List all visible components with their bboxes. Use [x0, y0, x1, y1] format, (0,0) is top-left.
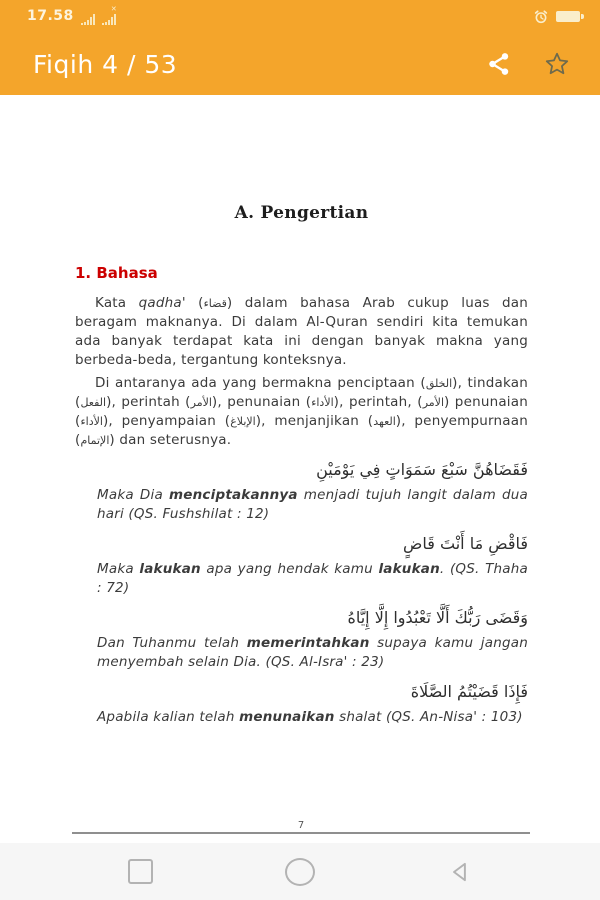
signal-no-connection-icon: ✕	[102, 13, 116, 25]
alarm-icon	[533, 9, 549, 25]
verse-block	[75, 531, 528, 598]
page-number: 7	[297, 820, 305, 831]
favorite-button[interactable]	[528, 40, 586, 88]
paragraph: Di antaranya ada yang bermakna penciptaan (الخلق), tindakan (الفعل), perintah (الأمر), penunaian (الأداء), perintah, (الأمر) penunaian (الأداء), penyampaian (الإبلاغ), menjanjikan (العهد), penyempurnaan (الإتمام) dan seterusnya.	[75, 375, 529, 448]
status-bar	[0, 0, 600, 33]
verse-block	[75, 679, 528, 727]
battery-icon	[556, 11, 584, 22]
verse-translation: Dan Tuhanmu telah memerintahkan supaya kamu jangan menyembah selain Dia. (QS. Al-Isra' : 23)	[97, 635, 528, 670]
status-bar-right	[533, 9, 584, 25]
share-button[interactable]	[470, 40, 528, 88]
status-bar-left	[27, 0, 116, 33]
star-icon	[543, 50, 571, 78]
verse-block	[75, 605, 528, 672]
arabic-verse: فَإِذَا قَضَيْتُمُ الصَّلَاةَ	[410, 682, 528, 701]
share-icon	[486, 51, 512, 77]
chapter-heading: A. Pengertian	[234, 203, 369, 223]
section-heading: 1. Bahasa	[75, 264, 158, 282]
back-button[interactable]	[425, 850, 495, 894]
home-circle-icon	[285, 858, 315, 886]
status-time: 17.58	[27, 8, 74, 24]
paragraph: Kata qadha' (قضاء) dalam bahasa Arab cukup luas dan beragam maknanya. Di dalam Al-Quran sendiri kita temukan ada banyak terdapat kata ini dengan banyak makna yang berbeda-beda, tergantung konteksnya.	[75, 295, 529, 368]
android-nav-bar	[0, 843, 600, 900]
app-bar	[0, 33, 600, 95]
arabic-verse: فَقَضَاهُنَّ سَبْعَ سَمَوَاتٍ فِي يَوْمَيْنِ	[316, 460, 528, 479]
page-title: Fiqih 4 / 53	[33, 49, 178, 79]
verse-translation: Maka Dia menciptakannya menjadi tujuh langit dalam dua hari (QS. Fushshilat : 12)	[97, 487, 528, 522]
verse-translation: Maka lakukan apa yang hendak kamu lakukan. (QS. Thaha : 72)	[97, 561, 528, 596]
recents-square-icon	[128, 859, 153, 884]
arabic-verse: فَاقْضِ مَا أَنْتَ قَاضٍ	[403, 534, 528, 553]
recents-button[interactable]	[105, 850, 175, 894]
footer-divider	[72, 832, 530, 834]
verse-block	[75, 457, 528, 524]
signal-strength-icon	[81, 13, 95, 25]
arabic-verse: وَقَضَى رَبُّكَ أَلَّا تَعْبُدُوا إِلَّا إِيَّاهُ	[347, 608, 528, 627]
verse-translation: Apabila kalian telah menunaikan shalat (QS. An-Nisa' : 103)	[97, 709, 523, 725]
home-button[interactable]	[265, 850, 335, 894]
document-page[interactable]	[0, 95, 600, 843]
page-footer	[72, 820, 530, 834]
back-triangle-icon	[447, 859, 473, 885]
